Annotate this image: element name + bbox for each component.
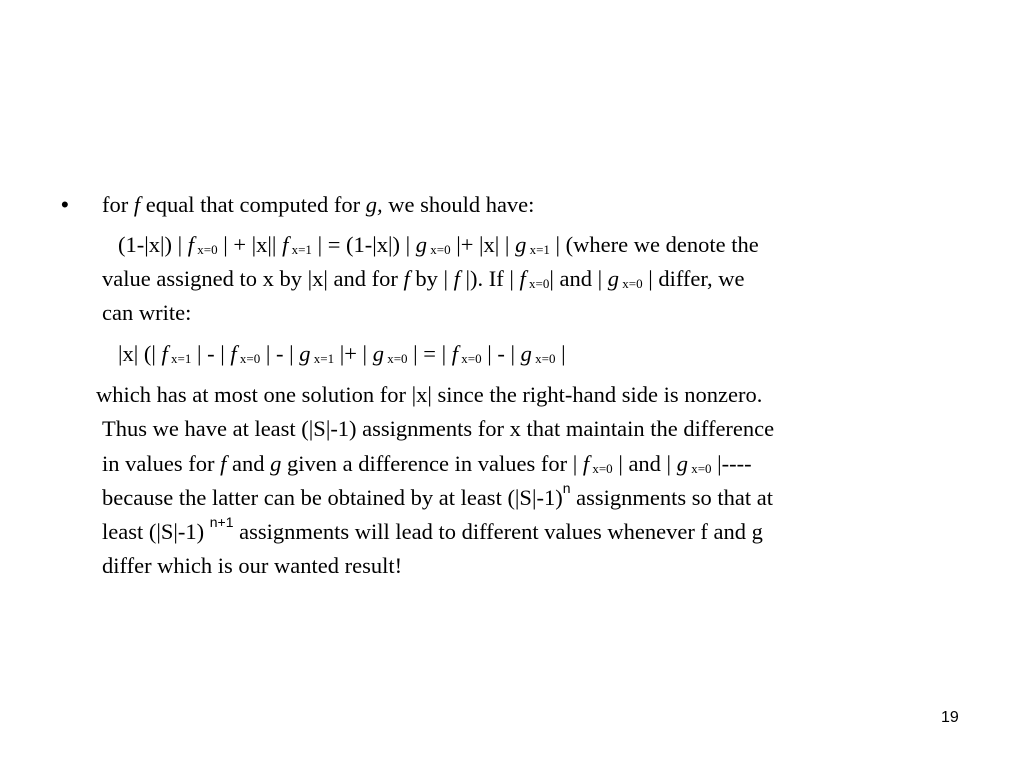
text-run: equal that computed for (140, 192, 366, 217)
text-line-3 (102, 265, 744, 295)
italic-f: f (282, 232, 289, 257)
subscript: x=0 (531, 351, 556, 366)
italic-g: g (299, 341, 311, 366)
italic-f: f (403, 266, 410, 291)
subscript: x=0 (618, 276, 643, 291)
text-line-4 (102, 299, 191, 326)
italic-f: f (187, 232, 195, 257)
text-run: and (226, 451, 271, 476)
subscript: x=0 (194, 242, 218, 257)
text-run: differ which is our wanted result! (102, 553, 403, 578)
subscript: x=0 (687, 461, 712, 476)
text-run: | - | (260, 341, 300, 366)
text-line-11 (102, 552, 402, 579)
italic-f: f (582, 451, 590, 476)
italic-g: g (676, 451, 688, 476)
text-run: | differ, we (642, 266, 745, 291)
text-run: for (102, 192, 134, 217)
subscript: x=0 (525, 276, 550, 291)
text-line-2 (118, 231, 759, 261)
text-run: value assigned to x by |x| and for (102, 266, 404, 291)
subscript: x=0 (427, 242, 451, 257)
italic-f: f (453, 266, 460, 291)
page-number: 19 (941, 709, 959, 726)
subscript: x=0 (383, 351, 408, 366)
text-run: |). If | (459, 266, 520, 291)
subscript: x=1 (288, 242, 312, 257)
subscript: x=0 (236, 351, 261, 366)
italic-g: g (607, 266, 619, 291)
text-line-9 (102, 480, 773, 514)
italic-g: g (372, 341, 384, 366)
italic-f: f (519, 266, 526, 291)
text-run: | and | (612, 451, 677, 476)
text-run: Thus we have at least (|S|-1) assignments for x that maintain the difference (102, 416, 775, 441)
text-line-1 (102, 191, 534, 218)
superscript: n (562, 480, 571, 496)
text-run: | (555, 341, 566, 366)
text-run: | = | (407, 341, 452, 366)
subscript: x=1 (310, 351, 335, 366)
italic-g: g (270, 451, 282, 476)
text-run: least (|S|-1) (102, 519, 210, 544)
text-run: because the latter can be obtained by at least (|S|-1) (102, 485, 563, 510)
italic-f: f (133, 192, 141, 217)
text-run: |---- (711, 451, 752, 476)
text-run: | - | (481, 341, 521, 366)
italic-f: f (220, 451, 227, 476)
text-run: | (where we denote the (549, 232, 759, 257)
text-line-5 (118, 340, 566, 370)
text-line-7 (102, 415, 774, 442)
italic-g: g (415, 232, 427, 257)
text-run: | + |x|| (217, 232, 283, 257)
italic-f: f (230, 341, 237, 366)
text-run: |+ |x| | (450, 232, 516, 257)
text-run: |x| (| (118, 341, 162, 366)
text-run: in values for (102, 451, 221, 476)
text-run: given a difference in values for | (281, 451, 583, 476)
italic-g: g, (365, 192, 383, 217)
text-run: | = (1-|x|) | (311, 232, 416, 257)
text-run: can write: (102, 300, 192, 325)
italic-g: g (520, 341, 532, 366)
subscript: x=1 (167, 351, 192, 366)
bullet-marker: • (61, 192, 69, 217)
text-run: | - | (191, 341, 231, 366)
italic-f: f (451, 341, 458, 366)
text-run: we should have: (382, 192, 535, 217)
subscript: x=0 (458, 351, 482, 366)
text-line-8 (102, 450, 752, 480)
italic-g: g (515, 232, 527, 257)
text-run: |+ | (334, 341, 373, 366)
text-run: assignments so that at (570, 485, 773, 510)
text-run: | and | (549, 266, 608, 291)
italic-f: f (161, 341, 168, 366)
text-run: by | (409, 266, 454, 291)
text-run: which has at most one solution for |x| since the right-hand side is nonzero. (96, 382, 763, 407)
subscript: x=1 (526, 242, 550, 257)
text-run: assignments will lead to different values whenever f and g (233, 519, 763, 544)
text-line-6 (96, 381, 762, 408)
subscript: x=0 (589, 461, 613, 476)
text-line-10 (102, 514, 763, 548)
text-run: (1-|x|) | (118, 232, 188, 257)
superscript: n+1 (209, 514, 234, 530)
